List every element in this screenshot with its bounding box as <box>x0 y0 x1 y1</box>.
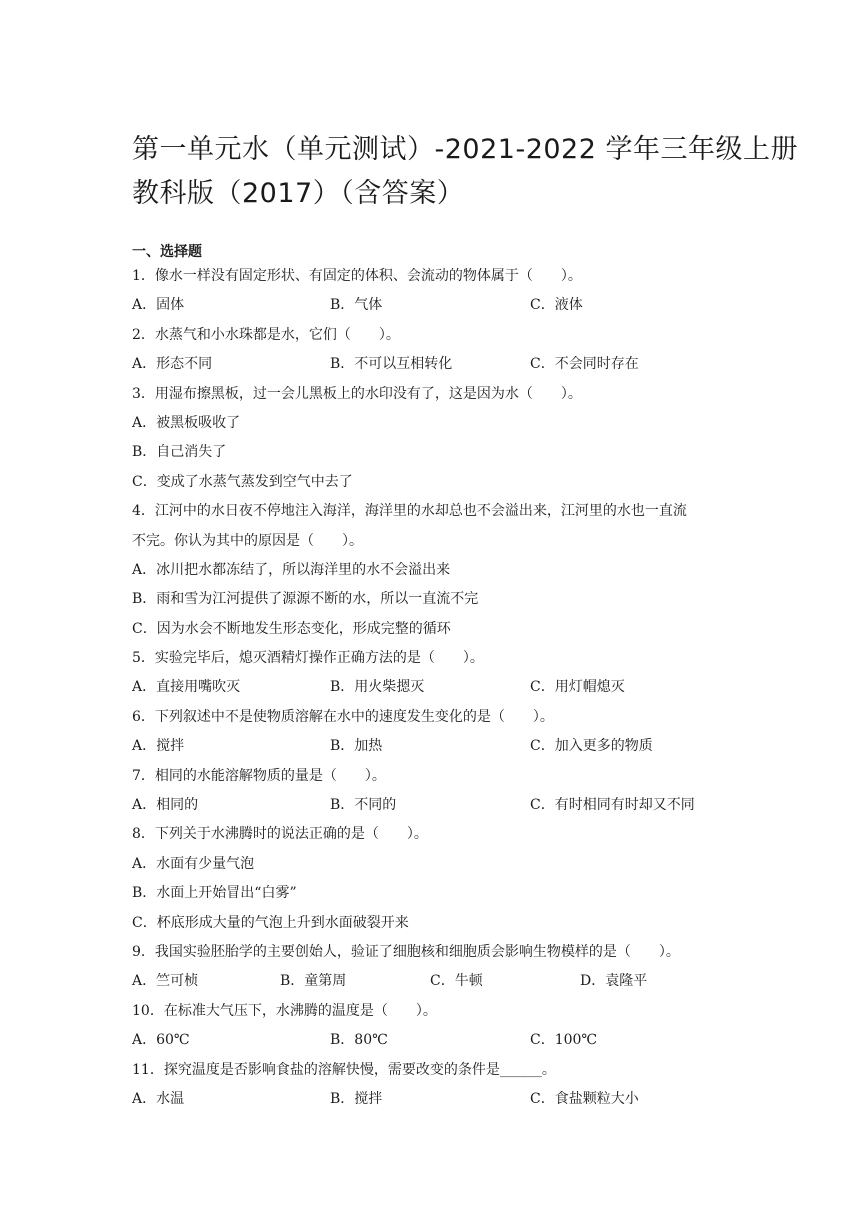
option-d: D．袁隆平 <box>580 973 648 990</box>
question-2: 2．水蒸气和小水珠都是水，它们（ ）。 <box>132 326 400 343</box>
question-5: 5．实验完毕后，熄灭酒精灯操作正确方法的是（ ）。 <box>132 650 484 667</box>
option-c: C．牛顿 <box>430 973 483 990</box>
question-1-options <box>132 291 732 320</box>
option-a: A．搅拌 <box>132 738 185 755</box>
title-line-2: 教科版（2017）（含答案） <box>132 178 465 209</box>
option-c: C．100℃ <box>530 1032 598 1049</box>
option-b: B．80℃ <box>330 1032 388 1049</box>
question-4: 4．江河中的水日夜不停地注入海洋，海洋里的水却总也不会溢出来，江河里的水也一直流 <box>132 503 687 520</box>
option-c: C．用灯帽熄灭 <box>530 679 625 696</box>
option-b: B．雨和雪为江河提供了源源不断的水，所以一直流不完 <box>132 591 479 608</box>
question-7-options <box>132 791 732 820</box>
option-b: B．不可以互相转化 <box>330 356 453 373</box>
option-b: B．自己消失了 <box>132 444 227 461</box>
question-4-continued: 不完。你认为其中的原因是（ ）。 <box>132 532 363 549</box>
question-list <box>132 262 732 1114</box>
option-c: C．杯底形成大量的气泡上升到水面破裂开来 <box>132 914 409 931</box>
option-b: B．用火柴摁灭 <box>330 679 425 696</box>
option-a: A．水温 <box>132 1090 185 1107</box>
option-b: B．童第周 <box>280 973 347 990</box>
option-c: C．加入更多的物质 <box>530 738 653 755</box>
question-11-options <box>132 1085 732 1114</box>
option-c: C．变成了水蒸气蒸发到空气中去了 <box>132 473 353 490</box>
question-9: 9．我国实验胚胎学的主要创始人，验证了细胞核和细胞质会影响生物模样的是（ ）。 <box>132 943 680 960</box>
question-10: 10．在标准大气压下，水沸腾的温度是（ ）。 <box>132 1002 437 1019</box>
option-a: A．竺可桢 <box>132 973 199 990</box>
question-9-options <box>132 967 732 996</box>
option-a: A．固体 <box>132 297 185 314</box>
question-8: 8．下列关于水沸腾时的说法正确的是（ ）。 <box>132 826 428 843</box>
question-5-options <box>132 673 732 702</box>
option-b: B．搅拌 <box>330 1090 383 1107</box>
option-a: A．冰川把水都冻结了，所以海洋里的水不会溢出来 <box>132 561 451 578</box>
option-c: C．有时相同有时却又不同 <box>530 797 695 814</box>
question-1: 1．像水一样没有固定形状、有固定的体积、会流动的物体属于（ ）。 <box>132 268 582 284</box>
question-10-options <box>132 1026 732 1055</box>
option-a: A．相同的 <box>132 797 199 814</box>
option-c: C．不会同时存在 <box>530 356 639 373</box>
option-a: A．水面有少量气泡 <box>132 855 255 872</box>
option-a: A．60℃ <box>132 1032 190 1049</box>
question-7: 7．相同的水能溶解物质的量是（ ）。 <box>132 767 386 784</box>
question-6: 6．下列叙述中不是使物质溶解在水中的速度发生变化的是（ ）。 <box>132 708 554 725</box>
question-3: 3．用湿布擦黑板，过一会儿黑板上的水印没有了，这是因为水（ ）。 <box>132 385 582 402</box>
option-a: A．直接用嘴吹灭 <box>132 679 241 696</box>
question-6-options <box>132 732 732 761</box>
option-b: B．气体 <box>330 297 383 314</box>
question-11: 11．探究温度是否影响食盐的溶解快慢，需要改变的条件是______。 <box>132 1061 556 1078</box>
section-heading: 一、选择题 <box>132 244 202 260</box>
option-b: B．加热 <box>330 738 383 755</box>
option-a: A．形态不同 <box>132 356 213 373</box>
question-2-options <box>132 350 732 379</box>
option-c: C．食盐颗粒大小 <box>530 1090 639 1107</box>
option-c: C．因为水会不断地发生形态变化，形成完整的循环 <box>132 620 451 637</box>
option-a: A．被黑板吸收了 <box>132 414 241 431</box>
title-line-1: 第一单元水（单元测试）-2021-2022 学年三年级上册 <box>132 134 798 165</box>
option-b: B．不同的 <box>330 797 397 814</box>
document-title <box>132 128 798 216</box>
option-b: B．水面上开始冒出“白雾” <box>132 885 297 902</box>
option-c: C．液体 <box>530 297 583 314</box>
